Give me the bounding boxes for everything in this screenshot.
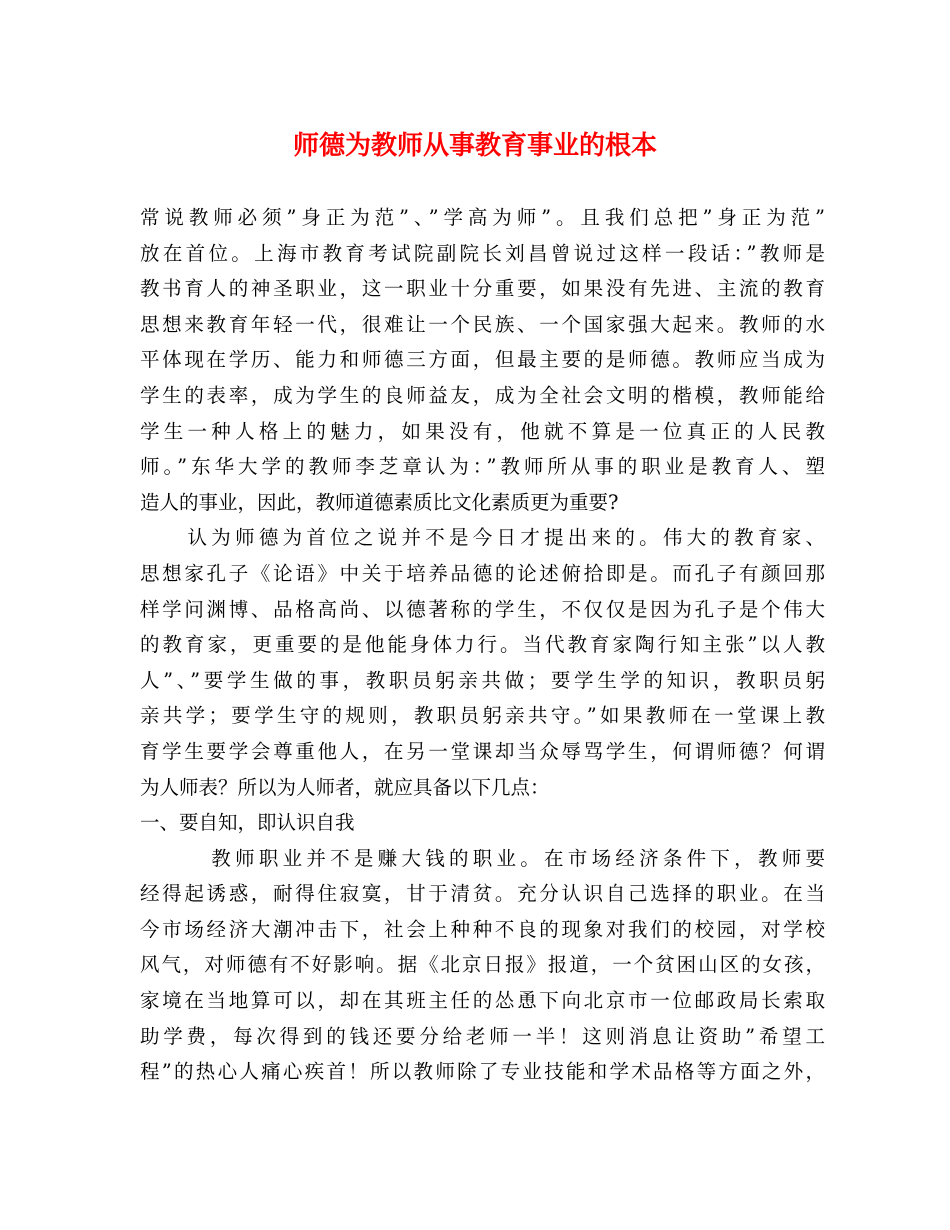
body-line: 常说教师必须”身正为范”、”学高为师”。且我们总把”身正为范” xyxy=(140,206,825,229)
body-line: 风气，对师德有不好影响。据《北京日报》报道，一个贫困山区的女孩， xyxy=(140,953,825,977)
body-line: 为人师表？所以为人师者，就应具备以下几点： xyxy=(140,775,550,799)
body-line: 助学费，每次得到的钱还要分给老师一半！这则消息让资助”希望工 xyxy=(140,1024,825,1048)
body-line: 师。”东华大学的教师李芝章认为：”教师所从事的职业是教育人、塑 xyxy=(140,455,825,479)
body-line: 造人的事业，因此，教师道德素质比文化素质更为重要? xyxy=(140,490,619,514)
body-line: 平体现在学历、能力和师德三方面，但最主要的是师德。教师应当成为 xyxy=(140,348,825,372)
body-line: 育学生要学会尊重他人，在另一堂课却当众辱骂学生，何谓师德？何谓 xyxy=(140,739,825,763)
body-line: 程”的热心人痛心疾首！所以教师除了专业技能和学术品格等方面之外， xyxy=(140,1060,825,1084)
body-line: 放在首位。上海市教育考试院副院长刘昌曾说过这样一段话：”教师是 xyxy=(140,241,825,265)
body-line: 认为师德为首位之说并不是今日才提出来的。伟大的教育家、 xyxy=(140,526,825,550)
body-line: 经得起诱惑，耐得住寂寞，甘于清贫。充分认识自己选择的职业。在当 xyxy=(140,882,825,906)
body-line: 思想来教育年轻一代，很难让一个民族、一个国家强大起来。教师的水 xyxy=(140,312,825,336)
body-line: 教师职业并不是赚大钱的职业。在市场经济条件下，教师要 xyxy=(140,846,825,870)
body-line: 今市场经济大潮冲击下，社会上种种不良的现象对我们的校园，对学校 xyxy=(140,917,825,941)
body-line: 家境在当地算可以，却在其班主任的怂恿下向北京市一位邮政局长索取 xyxy=(140,989,825,1013)
section-heading: 一、要自知，即认识自我 xyxy=(140,811,355,835)
document-title: 师德为教师从事教育事业的根本 xyxy=(292,131,657,161)
body-line: 亲共学；要学生守的规则，教职员躬亲共守。”如果教师在一堂课上教 xyxy=(140,704,825,728)
body-line: 学生的表率，成为学生的良师益友，成为全社会文明的楷模，教师能给 xyxy=(140,383,825,407)
body-line: 思想家孔子《论语》中关于培养品德的论述俯拾即是。而孔子有颜回那 xyxy=(140,561,825,585)
body-line: 教书育人的神圣职业，这一职业十分重要，如果没有先进、主流的教育 xyxy=(140,277,825,301)
body-line: 样学问渊博、品格高尚、以德著称的学生，不仅仅是因为孔子是个伟大 xyxy=(140,597,825,621)
body-line: 学生一种人格上的魅力，如果没有，他就不算是一位真正的人民教 xyxy=(140,419,825,443)
document-body xyxy=(140,200,825,1090)
body-line: 人”、”要学生做的事，教职员躬亲共做；要学生学的知识，教职员躬 xyxy=(140,668,825,692)
body-line: 的教育家，更重要的是他能身体力行。当代教育家陶行知主张”以人教 xyxy=(140,633,825,657)
